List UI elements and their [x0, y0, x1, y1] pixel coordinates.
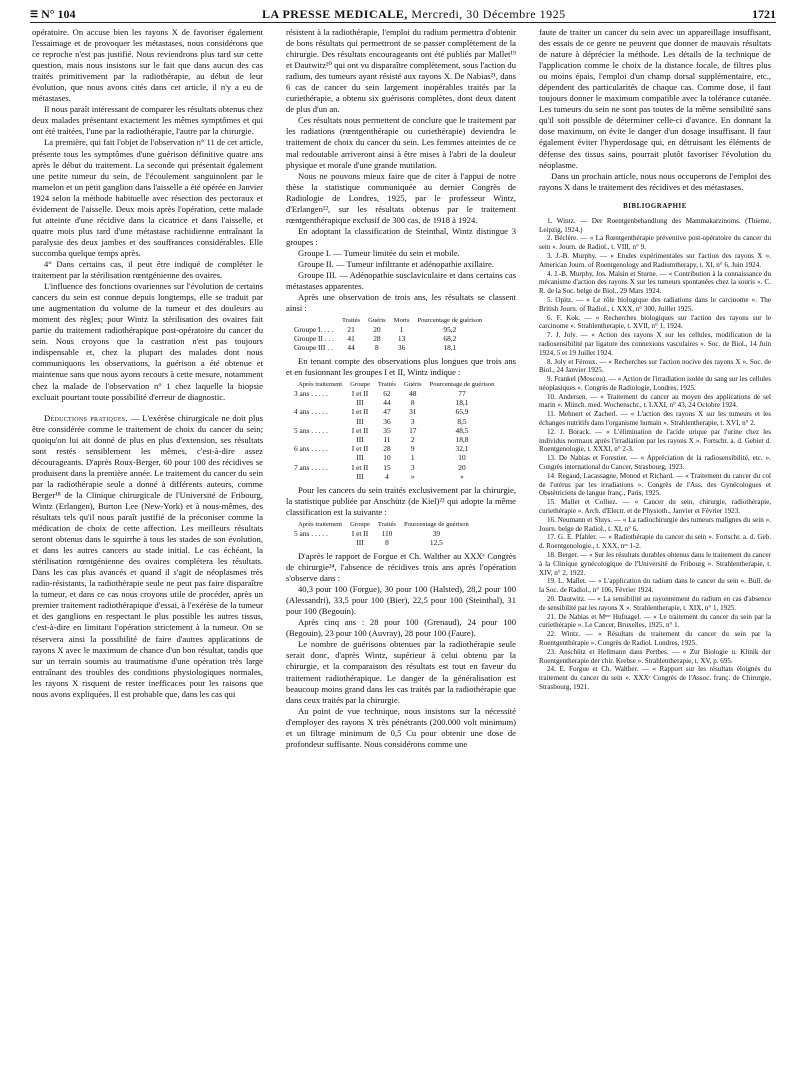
table-cell: 44 — [383, 398, 391, 408]
table-cell: 77 — [458, 388, 466, 398]
table-row — [294, 444, 498, 453]
page-header — [30, 6, 776, 23]
paragraph: D'après le rapport de Forgue et Ch. Walther au XXXᵉ Congrès de chirurgie²⁴, l'absence de récidives trois ans après l'opération s'observe dans : — [286, 551, 516, 584]
column-header: Groupe — [350, 381, 370, 389]
bibliography-entry: 5. Opitz. — « Le rôle biologique des radiations dans le carcinome ». The British Journ. of Radiol., t. XXX, n° 300, Juillet 1925. — [539, 295, 771, 313]
table-cell: 28 — [383, 444, 391, 454]
table-cell: 10 — [383, 453, 391, 463]
paragraph: faute de traiter un cancer du sein avec un appareillage insuffisant, des essais de ce genre ne peuvent que donner de mauvais résultats de nature à déprécier la méthode. Les détails de la technique de l'application comme le choix de la distance focale, de filtres plus ou moins épais, l'emploi d'un champ dorsal supplémentaire, etc., dépendent des particularités de chaque cas. Comme dose, il faut toujours donner le maximum compatible avec la tolérance cutanée. Les tumeurs du sein ne sont pas toutes de la même sensibilité sans qu'il soit possible de déterminer celle-ci d'avance. En donnant la dose maximum, on évite le danger d'un dosage insuffisant. Il faut également éviter l'hyperdosage qui, en détruisant les éléments de défense des tissus sains, pourrait plutôt favoriser l'évolution du néoplasme. — [539, 27, 771, 170]
paragraph: Dans un prochain article, nous nous occuperons de l'emploi des rayons X dans le traitement des récidives et des métastases. — [539, 170, 771, 192]
table-cell: 110 — [381, 528, 393, 538]
table-cell: I et II — [351, 444, 369, 454]
table-cell: 15 — [383, 462, 391, 472]
bibliography-entry: 23. Anschütz et Hellmann dans Perthes. — « Zur Biologie u. Klinik der Roentgentherapie der chir. Krebse ». Strahlentherapie, t. XV, p. 695. — [539, 647, 771, 665]
paragraph: Au point de vue technique, nous insistons sur la nécessité d'employer des rayons X très pénétrants (200.000 volt minimum) et un filtrage minimum de 0,5 Cu pour obtenir une dose de profondeur suffisante. Nous considérons comme une — [286, 705, 516, 749]
table-header-row — [294, 521, 473, 529]
table-cell: 35 — [383, 425, 391, 435]
table-cell: 4 — [385, 471, 389, 481]
table-cell: 62 — [383, 388, 391, 398]
table-cell: 3 ans . . . . . — [294, 388, 328, 398]
table-cell: III — [356, 471, 364, 481]
paragraph: Le nombre de guérisons obtenues par la radiothérapie seule serait donc, d'après Wintz, supérieur à celui obtenu par la chirurgie, et la comparaison des résultats est tout en faveur du traitement radiothérapique. Le danger de la généralisation est beaucoup moins grand dans les cas traités par la radiothérapie que dans ceux traités par la chirurgie. — [286, 639, 516, 705]
issue-date: Mercredi, 30 Décembre 1925 — [411, 6, 566, 21]
bibliography-entry: 7. J. Joly. — « Action des rayons X sur les cellules, modification de la radiosensibilité par ligature des connexions vasculaires ». Soc. de Biol., 14 Juin 1924, 5 et 19 Juillet 1924. — [539, 331, 771, 357]
paragraph: Après cinq ans : 28 pour 100 (Grenaud), 24 pour 100 (Begouin), 23 pour 100 (Auvray), 28 pour 100 (Faure). — [286, 617, 516, 639]
bibliography-entry: 14. Regaud, Lacassagne, Monod et Richard. — « Traitement du cancer du col de l'utérus par les irradiations ». Congrès de l'Ass. des Gynécologues et Obstétriciens de langue franç., Paris, 1925. — [539, 471, 771, 498]
column-header: Traités — [377, 381, 396, 389]
column-header: Après traitement — [298, 521, 343, 529]
table-cell: 7 ans . . . . . — [294, 462, 328, 472]
table-cell: 9 — [410, 444, 415, 454]
bibliography-entry: 2. Béclère. — « La Rœntgenthérapie préventive post-opératoire du cancer du sein ». Journ. de Radiol., t. VIII, n° 9. — [539, 234, 771, 252]
column-3 — [539, 27, 771, 692]
group-definition: Groupe III. — Adénopathie susclaviculaire et dans certains cas métastases apparentes. — [286, 270, 516, 292]
issue-number-block — [30, 7, 76, 22]
bibliography-entry: 16. Neumann et Sluys. — « La radiochirurgie des tumeurs malignes du sein ». Journ. belge de Radiol., t. XI, n° 6. — [539, 515, 771, 533]
table-cell: 31 — [409, 407, 417, 417]
table-cell: 3 — [410, 462, 415, 472]
table-cell: 48,5 — [455, 425, 469, 435]
table-row — [294, 538, 473, 547]
table-cell: I et II — [351, 407, 369, 417]
column-header: Traités — [342, 317, 361, 325]
table-cell: III — [356, 416, 364, 426]
column-header: Traités — [377, 521, 396, 529]
table-cell: 32,1 — [455, 444, 469, 454]
table-row — [294, 343, 486, 352]
table-row — [294, 472, 498, 481]
table-header-row — [294, 317, 486, 325]
column-header: Après traitement — [298, 381, 343, 389]
table-cell — [294, 453, 346, 462]
table-cell: 12,5 — [429, 537, 443, 547]
table-cell: 18,8 — [455, 434, 469, 444]
section-text: — L'exérèse chirurgicale ne doit plus être considérée comme le traitement de choix du cancer du sein; quoiqu'on lui ait donné de plus en plus d'extension, ses résultats sont restés sensiblement les mêmes, c'est-à-dire assez décourageants. D'après Roux-Berger, 60 pour 100 des récidives se produisent dans la première année. Le traitement du cancer du sein par la radiothérapie seule a donné à différents auteurs, comme Berger¹⁸ de la Clinique chirurgicale de l'Université de Fribourg, Wintz (Erlangen), Burton Lee (New-York) et à nous-mêmes, des résultats tels qu'il nous paraît justifié de la préconiser comme la médication de choix de cette affection. Les meilleurs résultats seront obtenus dans le squirrhe à tous les stades de son évolution, et dans les autres cancers au stade initial. Le cas échéant, la stérilisation rœntgénienne des ovaires complétera les résultats. Dans les cas plus avancés et quand il s'agit de néoplasmes très radio-résistants, la radiothérapie seule ne peut pas faire disparaître la tumeur, et dans ce cas nous croyons utile de procéder, après un premier traitement radiothérapique d'essai, à l'exérèse de la tumeur et des ganglions en respectant le plus possible les autres tissus, c'est-à-dire en limitant l'opération strictement à la tumeur. On se réservera ainsi la possibilité de faire d'autres applications de rayons X avec le maximum de chance d'un bon résultat, tandis que sur un terrain soumis au traumatisme d'une opération très large entraînant des troubles des conditions physiologiques normales, les rayons X risquent de rester inefficaces pour les raisons que nous avons expliquées. Il est probable que, dans les cas qui — [32, 412, 263, 699]
table-cell: 65,9 — [455, 407, 469, 417]
table-cell: 18,1 — [455, 398, 469, 408]
column-1 — [32, 27, 263, 700]
results-table-groups — [294, 317, 486, 352]
table-cell: 5 ans . . . . . — [294, 425, 328, 435]
table-row — [294, 398, 498, 407]
table-cell: 36 — [383, 416, 391, 426]
table-row — [294, 426, 498, 435]
table-cell: 20 — [458, 462, 466, 472]
table-cell: » — [410, 471, 415, 481]
table-cell: 13 — [397, 333, 406, 343]
table-cell: Groupe III . . — [294, 343, 333, 353]
table-cell — [294, 538, 346, 547]
table-row — [294, 453, 498, 462]
bibliography-list — [539, 217, 771, 692]
section-heading: Déductions pratiques. — [44, 412, 128, 423]
paragraph: En adoptant la classification de Steinthal, Wintz distingue 3 groupes : — [286, 225, 516, 247]
table-cell: Groupe I. . . . — [294, 324, 334, 334]
table-row — [294, 463, 498, 472]
bibliography-entry: 1. Wintz. — Der Roentgenbehandlung des Mammakarzinoms. (Thieme, Leipzig, 1924.) — [539, 216, 771, 234]
table-cell: I et II — [351, 462, 369, 472]
table-row — [294, 334, 486, 343]
table-cell: III — [356, 398, 364, 408]
table-cell — [294, 417, 346, 426]
table-cell: III — [356, 537, 364, 547]
table-cell: 28 — [373, 333, 381, 343]
paragraph: opératoire. On accuse bien les rayons X de favoriser également l'essaimage et de provoquer les métastases, nous considérons que ce reproche n'est pas justifié. Nous reviendrons plus tard sur cette question, mais nous insistons sur le fait que dans aucun des cas traités primitivement par la radiothérapie, au début de leur évolution, que nous avons cités dans cet article, il n'y a eu de métastases. — [32, 27, 263, 104]
table-cell: 1 — [399, 324, 404, 334]
paragraph: 4° Dans certains cas, il peut être indiqué de compléter le traitement par la stérilisation rœntgénienne des ovaires. — [32, 258, 263, 281]
table-cell: I et II — [351, 528, 369, 538]
table-cell — [294, 472, 346, 481]
paragraph: Pour les cancers du sein traités exclusivement par la chirurgie, la statistique publiée par Anschütz (de Kiel)²³ qui adopte la même classification est la suivante : — [286, 484, 516, 518]
table-cell: 68,2 — [443, 333, 457, 343]
bibliography-entry: 22. Wintz. — « Résultats du traitement du cancer du sein par la Roentgenthérapie ». Congrès de Radiol. Londres, 1925. — [539, 630, 771, 647]
issue-number: N° 104 — [41, 6, 76, 21]
table-cell: 11 — [383, 434, 391, 444]
bibliography-entry: 8. Joly et Féroux. — « Recherches sur l'action nocive des rayons X ». Soc. de Biol., 24 Janvier 1925. — [539, 357, 771, 375]
table-cell: 20 — [373, 324, 381, 334]
table-cell: 4 ans . . . . . — [294, 407, 328, 417]
paragraph: Ces résultats nous permettent de conclure que le traitement par les radiations (rœntgenthérapie ou curiethérapie) deviendra le traitement de choix du cancer du sein. Les femmes atteintes de ce mal redoutable arriveront ainsi à être mises à l'abri de la douleur physique et morale d'une grande mutilation. — [286, 115, 516, 170]
table-cell: Groupe II . . . — [294, 333, 335, 343]
table-cell: 2 — [410, 434, 415, 444]
table-cell: 41 — [347, 333, 355, 343]
column-header: Pourcentage de guérison — [417, 317, 483, 325]
results-table-years — [294, 381, 498, 481]
table-row — [294, 325, 486, 334]
table-cell: 3 — [410, 416, 415, 426]
table-cell: 8 — [385, 537, 389, 547]
table-row — [294, 389, 498, 398]
column-header: Morts — [393, 317, 410, 325]
table-cell: 48 — [409, 388, 417, 398]
table-cell: 6 ans . . . . . — [294, 444, 328, 454]
column-header — [294, 317, 338, 325]
paragraph: Nous ne pouvons mieux faire que de citer à l'appui de notre thèse la statistique communiquée au dernier Congrès de Radiologie de Londres, 1925, par le professeur Wintz, d'Erlangen²², sur les résultats obtenus par le traitement rœntgenthérapique exclusif de 300 cas, de 1918 à 1924. — [286, 170, 516, 225]
table-cell: 18,1 — [443, 343, 457, 353]
ornament-icon: ☰ — [30, 8, 38, 19]
page-number: 1721 — [751, 6, 776, 21]
table-cell: 8,5 — [457, 416, 467, 426]
section-paragraph — [32, 413, 263, 700]
table-cell: 47 — [383, 407, 391, 417]
table-cell: 5 ans . . . . . — [294, 528, 328, 538]
table-cell: III — [356, 434, 364, 444]
group-definition: Groupe II. — Tumeur infiltrante et adénopathie axillaire. — [298, 258, 494, 269]
column-2 — [286, 27, 516, 750]
table-cell: I et II — [351, 425, 369, 435]
paragraph: L'influence des fonctions ovariennes sur l'évolution de certains cancers du sein est connue depuis longtemps, elle se traduit par une augmentation du volume de la tumeur et des douleurs au moment des règles; pour Wintz la stérilisation des ovaires fait partie du traitement radiothérapique post-opératoire du cancer du sein. Nous croyons que la castration n'est pas toujours indispensable et, chez la plupart des malades dont nous communiquons les observations, la guérison a été obtenue et maintenue sans que nous ayons recours à cette mesure, notamment chez la malade de l'observation n° 1 chez laquelle la biopsie excluait pourtant toute possibilité d'erreur de diagnostic. — [32, 281, 263, 402]
bibliography-entry: 21. De Nabias et Mᵐᵉ Hufnagel. — « Le traitement du cancer du sein par la curiethérapie ». Le Cancer, Bruxelles, 1925, n° 1. — [539, 612, 771, 630]
bibliography-entry: 19. L. Mallet. — « L'application du radium dans le cancer du sein ». Bull. de la Soc. de Radiol., n° 106, Février 1924. — [539, 577, 771, 595]
bibliography-heading: BIBLIOGRAPHIE — [623, 202, 687, 210]
table-cell — [294, 435, 346, 444]
column-header: Guéris — [403, 381, 422, 389]
bibliography-entry: 9. Frankel (Moscou). — « Action de l'irradiation isolée du sang sur les cellules néoplasiques ». Congrès de Radiologie, Londres, 1925. — [539, 375, 771, 392]
bibliography-entry: 10. Andersen. — « Traitement du cancer au moyen des applications de sel marin ». Münch. med. Wochenschr., t. LXXI, n° 43, 24 Octobre 1924. — [539, 392, 771, 410]
results-table-surgery — [294, 521, 473, 547]
bibliography-entry: 24. E. Forgue et Ch. Walther. — « Rapport sur les résultats éloignés du traitement du cancer du sein ». XXXᵉ Congrès de l'Assoc. franç. de Chirurgie, Strasbourg, 1921. — [539, 665, 771, 691]
table-cell: » — [460, 471, 464, 481]
journal-name: LA PRESSE MEDICALE, — [261, 6, 408, 21]
bibliography-entry: 11. Mehnert et Zacherl. — « L'action des rayons X sur les tumeurs et les échanges nutritifs dans l'organisme humain ». Strahlentherapie, t. XVI, n° 2. — [539, 410, 771, 428]
bibliography-entry: 4. J.-B. Murphy, Jos. Maisin et Sturne. — « Contribution à la connaissance du mécanisme d'action des rayons X sur les tumeurs spontanées chez la souris ». C. R. de la Soc. belge de Biol., 29 Mars 1924. — [539, 269, 771, 296]
bibliography-entry: 17. G. E. Pfahler. — « Radiothérapie du cancer du sein ». Fortschr. a. d. Geb. d. Roentgenologie., t. XXX, nᵒˢ 1-2. — [539, 533, 771, 551]
table-cell: 8 — [410, 398, 415, 408]
table-row — [294, 529, 473, 538]
table-cell: I et II — [351, 388, 369, 398]
table-row — [294, 435, 498, 444]
table-cell: 95,2 — [443, 324, 457, 334]
column-header: Groupe — [350, 521, 370, 529]
column-header: Pourcentage de guérison — [429, 381, 495, 389]
bibliography-entry: 13. De Nabias et Forestier. — « Appréciation de la radiosensibilité, etc. ». Congrès international du Cancer, Strasbourg, 1923. — [539, 454, 771, 472]
table-cell: 10 — [458, 453, 466, 463]
table-cell: 36 — [397, 343, 406, 353]
paragraph: résistent à la radiothérapie, l'emploi du radium permettra d'obtenir de bons résultats qui permettront de se passer complètement de la chirurgie. Des résultats encourageants ont été publiés par Mallet¹⁹ et Dautwitz²⁰ qui ont vu disparaître complètement, sous l'action du radium, des tumeurs ayant résisté aux rayons X. De Nabias²¹, dans 6 cas de cancer du sein largement inopérables traités par la curiethérapie, a obtenu six guérisons complètes, dont deux datent de plus d'un an. — [286, 27, 516, 115]
bibliography-entry: 15. Mallet et Colliez. — « Cancer du sein, chirurgie, radiothérapie, curiethérapie ». Arch. d'Electr. et de Physioth., Janvier et Février 1923. — [539, 498, 771, 516]
bibliography-entry: 3. J.-B. Murphy. — « Etudes expérimentales sur l'action des rayons X ». American Journ. of Roentgenology and Radiumtherapy, t. XI, n° 6, Juin 1924. — [539, 251, 771, 269]
bibliography-entry: 12. J. Borack. — « L'élimination de l'acide urique par l'urine chez les individus normaux après l'irradiation par les rayons X ». Fortschr. a. d. Gebiet d. Roentgenologie, t. XXXI, n° 2-3. — [539, 427, 771, 454]
paragraph: En tenant compte des observations plus longues que trois ans et en fusionnant les groupes I et II, Wintz indique : — [286, 356, 516, 378]
table-cell: 1 — [410, 453, 415, 463]
table-cell — [294, 398, 346, 407]
paragraph: Il nous paraît intéressant de comparer les résultats obtenus chez deux malades présentant exactement les mêmes symptômes et qui ont été traitées, l'une par la radiothérapie, l'autre par la chirurgie. — [32, 104, 263, 137]
paragraph: La première, qui fait l'objet de l'observation n° 11 de cet article, présente tous les symptômes d'une guérison définitive quatre ans après le début du traitement. La seconde qui présentait également une petite tumeur du sein, de l'écoulement sanguinolent par le mamelon et un petit ganglion dans l'aisselle a été opérée en Janvier 1924 selon la méthode habituelle avec résection des pectoraux et évidement de l'aisselle. Deux mois après l'opération, cette malade fut atteinte d'une récidive dans la cicatrice et dans l'aisselle, et quatre mois plus tard d'une métastase rachidienne entraînant la paralysie des deux jambes et des souffrances considérables. Elle succomba quelque temps après. — [32, 137, 263, 258]
table-row — [294, 417, 498, 426]
bibliography-entry: 6. F. Kok. — « Recherches biologiques sur l'action des rayons sur le carcinome ». Strahlentherapie, t. XVII, n° 1, 1924. — [539, 313, 771, 331]
table-row — [294, 407, 498, 416]
table-cell: III — [356, 453, 364, 463]
table-header-row — [294, 381, 498, 389]
paragraph: Après une observation de trois ans, les résultats se classent ainsi : — [286, 292, 516, 314]
table-cell: 17 — [409, 425, 417, 435]
bibliography-entry: 20. Dautwitz. — « La sensibilité au rayonnement du radium en cas d'absence de sensibilité par les rayons X ». Strahlentherapie, t. XIX, n° 1, 1925. — [539, 595, 771, 612]
column-header: Pourcentage de guérison — [403, 521, 469, 529]
group-definition: Groupe I. — Tumeur limitée du sein et mobile. — [298, 247, 460, 258]
column-header: Guéris — [368, 317, 386, 325]
table-cell: 8 — [375, 343, 379, 353]
table-cell: 21 — [347, 324, 355, 334]
table-cell: 39 — [432, 528, 441, 538]
journal-title-line — [262, 7, 566, 22]
paragraph: 40,3 pour 100 (Forgue), 30 pour 100 (Halsted), 28,2 pour 100 (Alessandri), 33,5 pour 100 (Bier), 22,5 pour 100 (Steinthal), 31 pour 100 (Begouin). — [286, 584, 516, 617]
bibliography-entry: 18. Berger. — « Sur les résultats durables obtenus dans le traitement du cancer à la Clinique gynécologique de l'Université de Fribourg ». Strahlentherapie, t. XIV, n° 2, 1922. — [539, 551, 771, 577]
table-cell: 44 — [347, 343, 355, 353]
